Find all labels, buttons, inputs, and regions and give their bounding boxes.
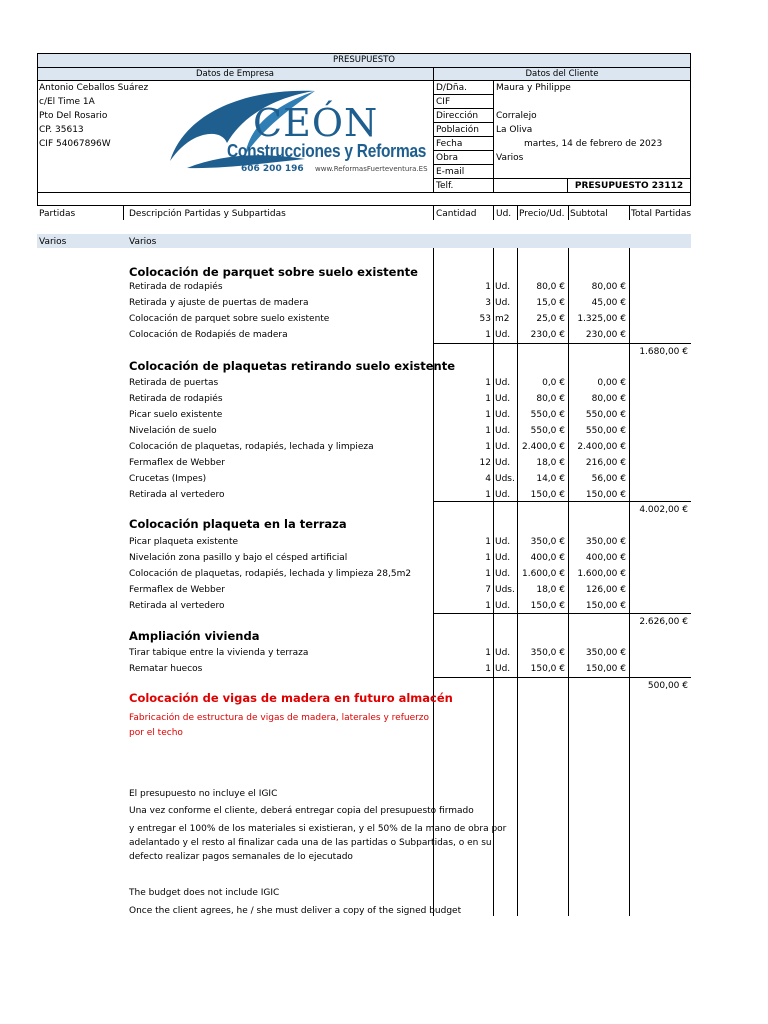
client-label-phone: Telf. — [436, 181, 454, 191]
item-price: 25,0 € — [536, 314, 565, 324]
client-label-date: Fecha — [436, 139, 463, 149]
item-subtotal: 400,00 € — [585, 553, 626, 563]
item-unit: Ud. — [495, 378, 511, 388]
client-value-town: La Oliva — [496, 125, 533, 135]
item-price: 14,0 € — [536, 474, 565, 484]
item-price: 400,0 € — [530, 553, 565, 563]
note-en-1: The budget does not include IGIC — [129, 888, 280, 898]
client-label-cif: CIF — [436, 97, 451, 107]
item-quantity: 7 — [485, 585, 491, 595]
item-subtotal: 150,00 € — [585, 664, 626, 674]
logo-phone: 606 200 196 — [241, 164, 304, 174]
item-price: 18,0 € — [536, 458, 565, 468]
item-description: Colocación de Rodapiés de madera — [129, 330, 288, 340]
item-subtotal: 1.600,00 € — [577, 569, 626, 579]
item-unit: Ud. — [495, 458, 511, 468]
item-description: Crucetas (Impes) — [129, 474, 207, 484]
client-value-date: martes, 14 de febrero de 2023 — [524, 139, 663, 149]
company-cif: CIF 54067896W — [39, 139, 111, 149]
item-price: 350,0 € — [530, 537, 565, 547]
item-description: Picar plaqueta existente — [129, 537, 239, 547]
item-unit: Ud. — [495, 648, 511, 658]
red-section-line-1: Fabricación de estructura de vigas de madera, laterales y refuerzo — [129, 713, 430, 723]
item-description: Tirar tabique entre la vivienda y terraza — [129, 648, 309, 658]
client-value-work: Varios — [496, 153, 524, 163]
item-quantity: 1 — [485, 410, 491, 420]
item-price: 550,0 € — [530, 410, 565, 420]
section-title: Colocación plaqueta en la terraza — [129, 517, 347, 531]
company-city: Pto Del Rosario — [39, 111, 108, 121]
logo-name: CEÓN — [253, 101, 379, 145]
item-description: Picar suelo existente — [129, 410, 223, 420]
item-quantity: 1 — [485, 601, 491, 611]
item-subtotal: 350,00 € — [585, 648, 626, 658]
client-header: Datos del Cliente — [525, 69, 599, 79]
item-quantity: 1 — [485, 442, 491, 452]
item-subtotal: 150,00 € — [585, 601, 626, 611]
item-price: 15,0 € — [536, 298, 565, 308]
item-unit: Ud. — [495, 664, 511, 674]
item-description: Retirada de rodapiés — [129, 282, 223, 292]
company-postcode: CP. 35613 — [39, 125, 84, 135]
item-quantity: 1 — [485, 394, 491, 404]
item-price: 150,0 € — [530, 601, 565, 611]
note-en-2: Once the client agrees, he / she must deliver a copy of the signed budget — [129, 906, 462, 916]
item-price: 350,0 € — [530, 648, 565, 658]
item-unit: Ud. — [495, 410, 511, 420]
item-unit: Ud. — [495, 490, 511, 500]
item-quantity: 3 — [485, 298, 491, 308]
item-quantity: 1 — [485, 553, 491, 563]
company-name: Antonio Ceballos Suárez — [39, 83, 149, 93]
group-description: Varios — [129, 237, 157, 247]
item-unit: Ud. — [495, 442, 511, 452]
item-unit: Uds. — [495, 474, 515, 484]
client-label-town: Población — [436, 125, 480, 135]
col-unit: Ud. — [496, 209, 512, 219]
item-description: Retirada de puertas — [129, 378, 219, 388]
company-street: c/El Time 1A — [39, 97, 95, 107]
client-label-work: Obra — [436, 153, 459, 163]
item-subtotal: 80,00 € — [591, 282, 626, 292]
item-unit: Ud. — [495, 537, 511, 547]
item-description: Colocación de plaquetas, rodapiés, lechada y limpieza 28,5m2 — [129, 569, 412, 579]
col-partidas: Partidas — [39, 209, 76, 219]
logo-tagline: Construcciones y Reformas — [227, 141, 427, 161]
logo-web: www.ReformasFuerteventura.ES — [315, 165, 428, 173]
item-unit: Ud. — [495, 330, 511, 340]
item-unit: Ud. — [495, 553, 511, 563]
item-description: Nivelación de suelo — [129, 426, 217, 436]
item-unit: Ud. — [495, 426, 511, 436]
item-unit: Ud. — [495, 601, 511, 611]
document-title: PRESUPUESTO — [332, 55, 395, 65]
item-price: 18,0 € — [536, 585, 565, 595]
client-label-name: D/Dña. — [436, 83, 467, 93]
red-section-line-2: por el techo — [129, 728, 183, 738]
item-unit: m2 — [495, 314, 510, 324]
section-title: Colocación de plaquetas retirando suelo existente — [129, 359, 456, 373]
item-subtotal: 350,00 € — [585, 537, 626, 547]
client-value-name: Maura y Philippe — [496, 83, 571, 93]
item-price: 150,0 € — [530, 664, 565, 674]
item-price: 80,0 € — [536, 282, 565, 292]
col-price: Precio/Ud. — [519, 209, 565, 219]
client-label-email: E-mail — [436, 167, 465, 177]
company-logo — [165, 83, 430, 178]
item-description: Fermaflex de Webber — [129, 585, 225, 595]
item-subtotal: 80,00 € — [591, 394, 626, 404]
item-description: Retirada al vertedero — [129, 601, 225, 611]
item-quantity: 1 — [485, 648, 491, 658]
item-subtotal: 2.400,00 € — [577, 442, 626, 452]
item-subtotal: 0,00 € — [597, 378, 626, 388]
note-es-1: El presupuesto no incluye el IGIC — [129, 789, 278, 799]
item-quantity: 53 — [479, 314, 491, 324]
note-es-3: y entregar el 100% de los materiales si existieran, y el 50% de la mano de obra por — [129, 824, 507, 834]
item-quantity: 1 — [485, 282, 491, 292]
note-es-2: Una vez conforme el cliente, deberá entregar copia del presupuesto firmado — [129, 806, 474, 816]
client-value-address: Corralejo — [496, 111, 537, 121]
item-unit: Ud. — [495, 394, 511, 404]
client-label-address: Dirección — [436, 111, 479, 121]
item-price: 230,0 € — [530, 330, 565, 340]
item-price: 0,0 € — [542, 378, 565, 388]
item-subtotal: 230,00 € — [585, 330, 626, 340]
item-subtotal: 550,00 € — [585, 410, 626, 420]
section-total: 4.002,00 € — [639, 505, 688, 515]
item-quantity: 1 — [485, 537, 491, 547]
item-subtotal: 150,00 € — [585, 490, 626, 500]
item-subtotal: 550,00 € — [585, 426, 626, 436]
item-price: 80,0 € — [536, 394, 565, 404]
group-partida: Varios — [39, 237, 67, 247]
item-quantity: 1 — [485, 330, 491, 340]
item-quantity: 1 — [485, 490, 491, 500]
section-total: 2.626,00 € — [639, 617, 688, 627]
item-price: 2.400,0 € — [522, 442, 565, 452]
item-unit: Ud. — [495, 298, 511, 308]
item-quantity: 1 — [485, 426, 491, 436]
item-description: Fermaflex de Webber — [129, 458, 225, 468]
item-quantity: 12 — [479, 458, 491, 468]
note-es-5: defecto realizar pagos semanales de lo ejecutado — [129, 852, 353, 862]
item-description: Rematar huecos — [129, 664, 203, 674]
item-quantity: 1 — [485, 569, 491, 579]
item-subtotal: 126,00 € — [585, 585, 626, 595]
item-price: 1.600,0 € — [522, 569, 565, 579]
col-subtotal: Subtotal — [570, 209, 608, 219]
item-price: 150,0 € — [530, 490, 565, 500]
budget-number: PRESUPUESTO 23112 — [574, 181, 684, 191]
item-unit: Ud. — [495, 282, 511, 292]
item-description: Nivelación zona pasillo y bajo el césped artificial — [129, 553, 348, 563]
item-description: Colocación de plaquetas, rodapiés, lechada y limpieza — [129, 442, 374, 452]
item-unit: Ud. — [495, 569, 511, 579]
item-subtotal: 216,00 € — [585, 458, 626, 468]
item-description: Retirada al vertedero — [129, 490, 225, 500]
col-description: Descripción Partidas y Subpartidas — [129, 209, 286, 219]
section-total: 1.680,00 € — [639, 347, 688, 357]
section-title: Ampliación vivienda — [129, 629, 260, 643]
item-subtotal: 1.325,00 € — [577, 314, 626, 324]
item-description: Retirada de rodapiés — [129, 394, 223, 404]
item-description: Colocación de parquet sobre suelo existente — [129, 314, 330, 324]
col-total: Total Partidas — [631, 209, 692, 219]
item-subtotal: 56,00 € — [591, 474, 626, 484]
item-quantity: 1 — [485, 378, 491, 388]
item-quantity: 1 — [485, 664, 491, 674]
note-es-4: adelantado y el resto al finalizar cada una de las partidas o Subpartidas, o en su — [129, 838, 492, 848]
section-title: Colocación de parquet sobre suelo existente — [129, 265, 418, 279]
item-unit: Uds. — [495, 585, 515, 595]
company-header: Datos de Empresa — [196, 69, 274, 79]
red-section-title: Colocación de vigas de madera en futuro almacén — [129, 691, 453, 705]
section-total: 500,00 € — [647, 681, 688, 691]
item-subtotal: 45,00 € — [591, 298, 626, 308]
item-price: 550,0 € — [530, 426, 565, 436]
item-description: Retirada y ajuste de puertas de madera — [129, 298, 309, 308]
item-quantity: 4 — [485, 474, 491, 484]
col-quantity: Cantidad — [436, 209, 477, 219]
